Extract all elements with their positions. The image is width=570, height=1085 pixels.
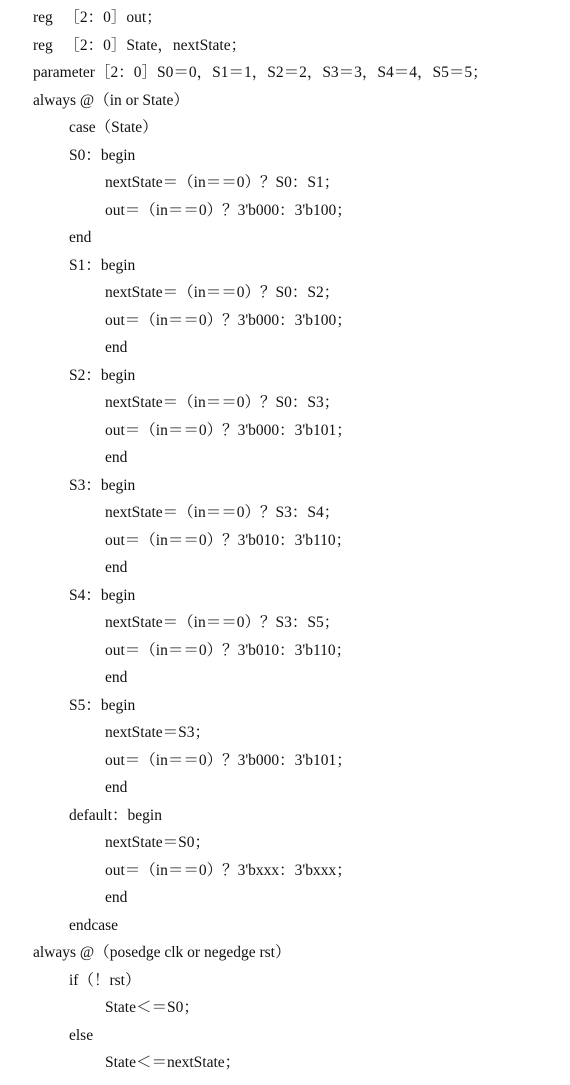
code-line: nextState＝（in＝＝0）？S0：S2； — [105, 284, 340, 301]
code-line: S0：begin — [69, 146, 136, 164]
code-line: reg ［2：0］out； — [33, 9, 162, 26]
code-line: S4：begin — [69, 586, 136, 604]
code-line: nextState＝（in＝＝0）？S3：S5； — [105, 614, 340, 631]
code-line: out＝（in＝＝0）？3'b010：3'b110； — [105, 531, 352, 549]
code-line: always @（in or State） — [33, 91, 189, 109]
code-line: S2：begin — [69, 366, 136, 384]
code-line: out＝（in＝＝0）？3'bxxx：3'bxxx； — [105, 861, 352, 879]
code-line: out＝（in＝＝0）？3'b000：3'b101； — [105, 751, 352, 769]
code-line: State＜＝S0； — [105, 999, 199, 1016]
code-line: end — [69, 229, 92, 246]
code-line: S3：begin — [69, 476, 136, 494]
code-line: else — [69, 1026, 94, 1044]
code-line: State＜＝nextState； — [105, 1054, 241, 1071]
code-line: case（State） — [69, 119, 158, 136]
code-line: out＝（in＝＝0）？3'b010：3'b110； — [105, 641, 352, 659]
code-line: parameter［2：0］S0＝0，S1＝1，S2＝2，S3＝3，S4＝4，S5＝5； — [33, 64, 488, 81]
code-line: end — [105, 559, 128, 576]
code-line: S5：begin — [69, 696, 136, 714]
code-line: nextState＝（in＝＝0）？S0：S1； — [105, 174, 340, 191]
code-line: out＝（in＝＝0）？3'b000：3'b100； — [105, 201, 352, 219]
code-line: S1：begin — [69, 256, 136, 274]
code-line: end — [105, 339, 128, 356]
code-line: always @（posedge clk or negedge rst） — [33, 944, 291, 961]
code-line: end — [105, 779, 128, 796]
code-line: if（！rst） — [69, 971, 141, 989]
code-line: default：begin — [69, 806, 162, 824]
code-line: end — [105, 669, 128, 686]
code-line: nextState＝（in＝＝0）？S0：S3； — [105, 394, 340, 411]
code-line: reg ［2：0］State，nextState； — [33, 36, 247, 54]
code-line: nextState＝S3； — [105, 724, 211, 741]
code-line: end — [105, 889, 128, 906]
code-line: out＝（in＝＝0）？3'b000：3'b101； — [105, 421, 352, 439]
code-line: out＝（in＝＝0）？3'b000：3'b100； — [105, 311, 352, 329]
code-line: endcase — [69, 916, 119, 934]
code-line: nextState＝（in＝＝0）？S3：S4； — [105, 504, 340, 521]
code-line: nextState＝S0； — [105, 834, 211, 851]
code-line: end — [105, 449, 128, 466]
